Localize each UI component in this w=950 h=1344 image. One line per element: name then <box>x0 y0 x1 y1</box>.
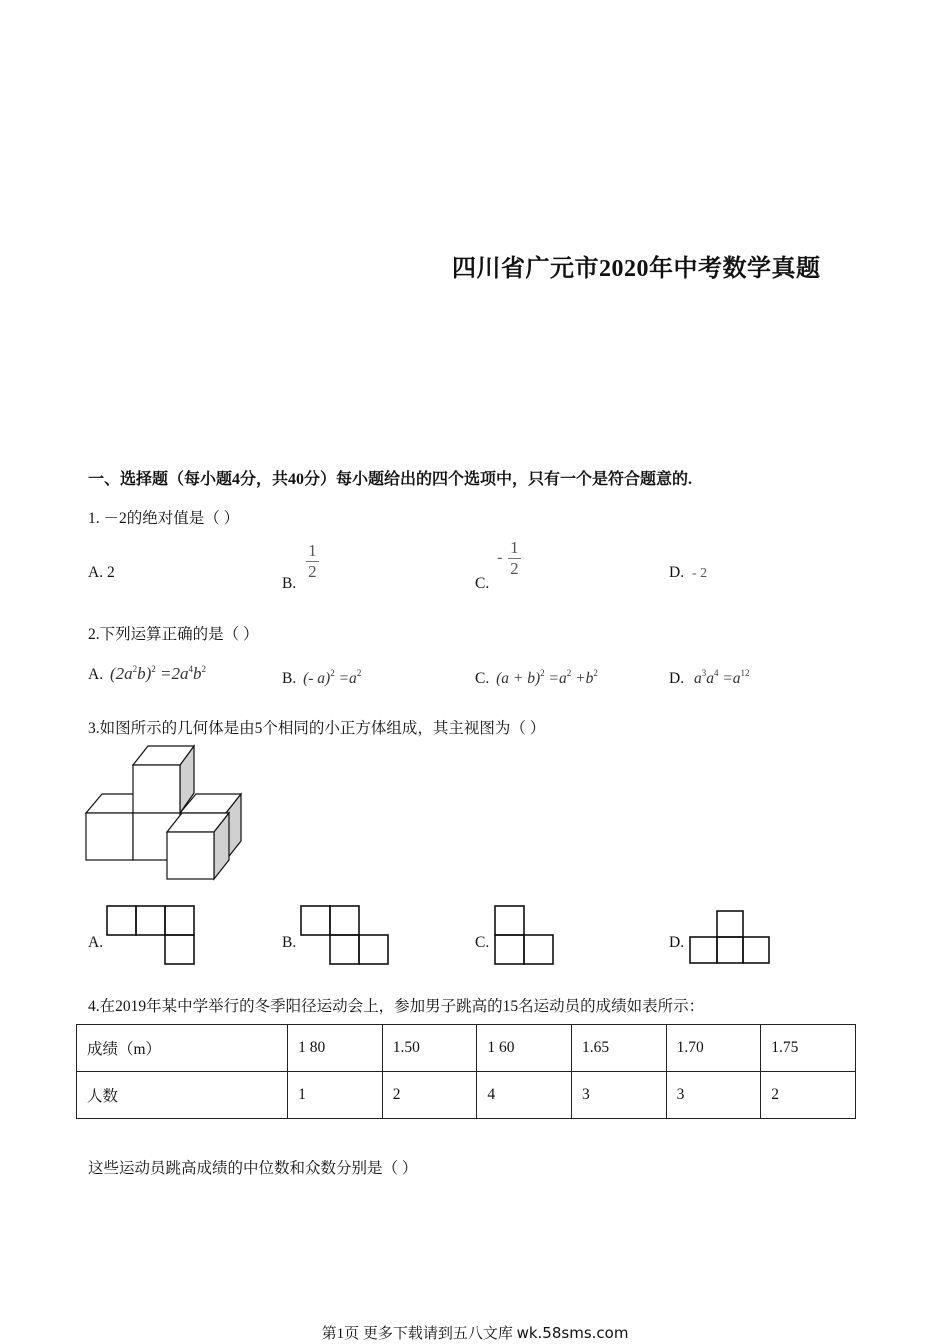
question-3-stem: 3.如图所示的几何体是由5个相同的小正方体组成，其主视图为（ ） <box>88 720 546 737</box>
q2-c-exp1: 2 <box>540 668 545 678</box>
q1-d-label: D. <box>669 564 685 581</box>
question-4-stem: 4.在2019年某中学举行的冬季阳径运动会上，参加男子跳高的15名运动员的成绩如表所示： <box>88 998 705 1015</box>
cell <box>717 937 743 963</box>
cell <box>330 906 359 935</box>
q1-option-a: A. 2 <box>88 564 115 581</box>
q1-c-label: C. <box>475 575 490 593</box>
footer-site-link[interactable]: wk.58sms.com <box>516 1324 629 1342</box>
q2-a-exp1: 2 <box>132 664 138 674</box>
cell <box>136 906 165 935</box>
table-cell: 1.70 <box>666 1025 761 1072</box>
q2-a-part3: =2a <box>160 664 189 683</box>
page-title: 四川省广元市2020年中考数学真题 <box>452 256 821 282</box>
q2-option-c <box>475 668 598 688</box>
q2-a-exp3: 4 <box>188 664 194 674</box>
q2-a-part2: b) <box>137 664 152 683</box>
tall-cube-front-face <box>133 765 180 813</box>
q2-c-exp2: 2 <box>566 668 572 678</box>
q2-d-part1: a <box>693 670 702 687</box>
q2-b-exp1: 2 <box>330 668 335 678</box>
q1-b-numerator: 1 <box>308 541 317 560</box>
cell <box>495 935 524 964</box>
q2-d-expression <box>694 670 750 687</box>
q2-a-exp2: 2 <box>151 664 156 674</box>
q3-option-b-view <box>300 905 390 965</box>
table-cell: 1.75 <box>761 1025 856 1072</box>
q2-a-expression <box>110 664 206 683</box>
q3-option-b: B. <box>282 934 297 951</box>
q2-d-part3: =a <box>722 670 741 687</box>
table-cell: 2 <box>761 1072 856 1119</box>
cell <box>165 935 194 964</box>
q3-option-a-view <box>106 905 196 965</box>
table-cell: 1.65 <box>572 1025 667 1072</box>
front-left-cube-face <box>86 813 133 860</box>
q1-c-denominator: 2 <box>510 559 519 578</box>
page-footer <box>0 1322 950 1343</box>
q2-d-exp3: 12 <box>740 668 750 678</box>
cell <box>301 906 330 935</box>
cell <box>359 935 388 964</box>
q1-c-minus: - <box>497 549 503 567</box>
q2-b-part2: =a <box>338 670 357 687</box>
cell <box>743 937 769 963</box>
q3-option-a: A. <box>88 934 104 951</box>
table-cell: 成绩（m） <box>77 1025 288 1072</box>
table-cell: 1 60 <box>477 1025 572 1072</box>
cell <box>524 935 553 964</box>
q2-d-label: D. <box>669 670 685 687</box>
q2-d-exp2: 4 <box>713 668 719 678</box>
q2-option-a <box>88 664 206 684</box>
table-row <box>77 1072 856 1119</box>
cell <box>330 935 359 964</box>
q2-a-label: A. <box>88 666 104 683</box>
q2-b-exp2: 2 <box>356 668 362 678</box>
q1-option-b <box>282 541 319 593</box>
q2-a-part4: b <box>193 664 202 683</box>
footer-text: 第1页 更多下载请到五八文库 <box>321 1326 513 1342</box>
q2-c-exp3: 2 <box>593 668 598 678</box>
q2-b-label: B. <box>282 670 297 687</box>
q1-d-value: - 2 <box>691 566 708 581</box>
cell <box>717 911 743 937</box>
q2-c-label: C. <box>475 670 490 687</box>
q2-option-b <box>282 668 361 688</box>
q3-option-d-view <box>689 910 773 966</box>
q2-d-exp1: 3 <box>701 668 707 678</box>
question-1-stem: 1. －2的绝对值是（ ） <box>88 510 240 527</box>
q2-d-part2: a <box>706 670 714 687</box>
q1-c-fraction <box>508 538 521 579</box>
table-cell: 1 80 <box>288 1025 383 1072</box>
q3-option-c: C. <box>475 934 490 951</box>
q3-option-c-view <box>494 905 556 965</box>
cell <box>495 906 524 935</box>
table-cell: 人数 <box>77 1072 288 1119</box>
question-2-stem: 2.下列运算正确的是（ ） <box>88 626 259 643</box>
q1-b-fraction <box>306 541 319 582</box>
section-heading: 一、选择题（每小题4分，共40分）每小题给出的四个选项中，只有一个是符合题意的. <box>88 471 693 488</box>
q2-b-expression <box>303 670 361 687</box>
table-cell: 3 <box>666 1072 761 1119</box>
table-row <box>77 1025 856 1072</box>
q1-b-denominator: 2 <box>308 562 317 581</box>
score-table <box>76 1024 856 1119</box>
table-cell: 1.50 <box>382 1025 477 1072</box>
q1-b-label: B. <box>282 575 297 593</box>
question-4-prompt: 这些运动员跳高成绩的中位数和众数分别是（ ） <box>88 1160 418 1177</box>
table-cell: 3 <box>572 1072 667 1119</box>
q1-option-d <box>669 564 707 582</box>
cell <box>107 906 136 935</box>
geometric-solid-figure <box>86 746 246 882</box>
q2-option-d <box>669 668 750 688</box>
q3-option-d: D. <box>669 934 685 951</box>
table-cell: 4 <box>477 1072 572 1119</box>
q2-c-part2: =a <box>548 670 567 687</box>
cell <box>165 906 194 935</box>
q2-c-expression <box>496 670 598 687</box>
q2-c-part3: +b <box>575 670 594 687</box>
table-cell: 2 <box>382 1072 477 1119</box>
cell <box>690 937 717 963</box>
q1-option-c <box>475 538 521 593</box>
q2-a-part1: (2a <box>109 664 133 683</box>
table-cell: 1 <box>288 1072 383 1119</box>
front-cube-front-face <box>167 832 214 879</box>
q2-a-exp4: 2 <box>201 664 207 674</box>
q1-c-numerator: 1 <box>510 538 519 557</box>
q2-c-part1: (a + b) <box>496 670 541 687</box>
q2-b-part1: (- a) <box>303 670 331 687</box>
